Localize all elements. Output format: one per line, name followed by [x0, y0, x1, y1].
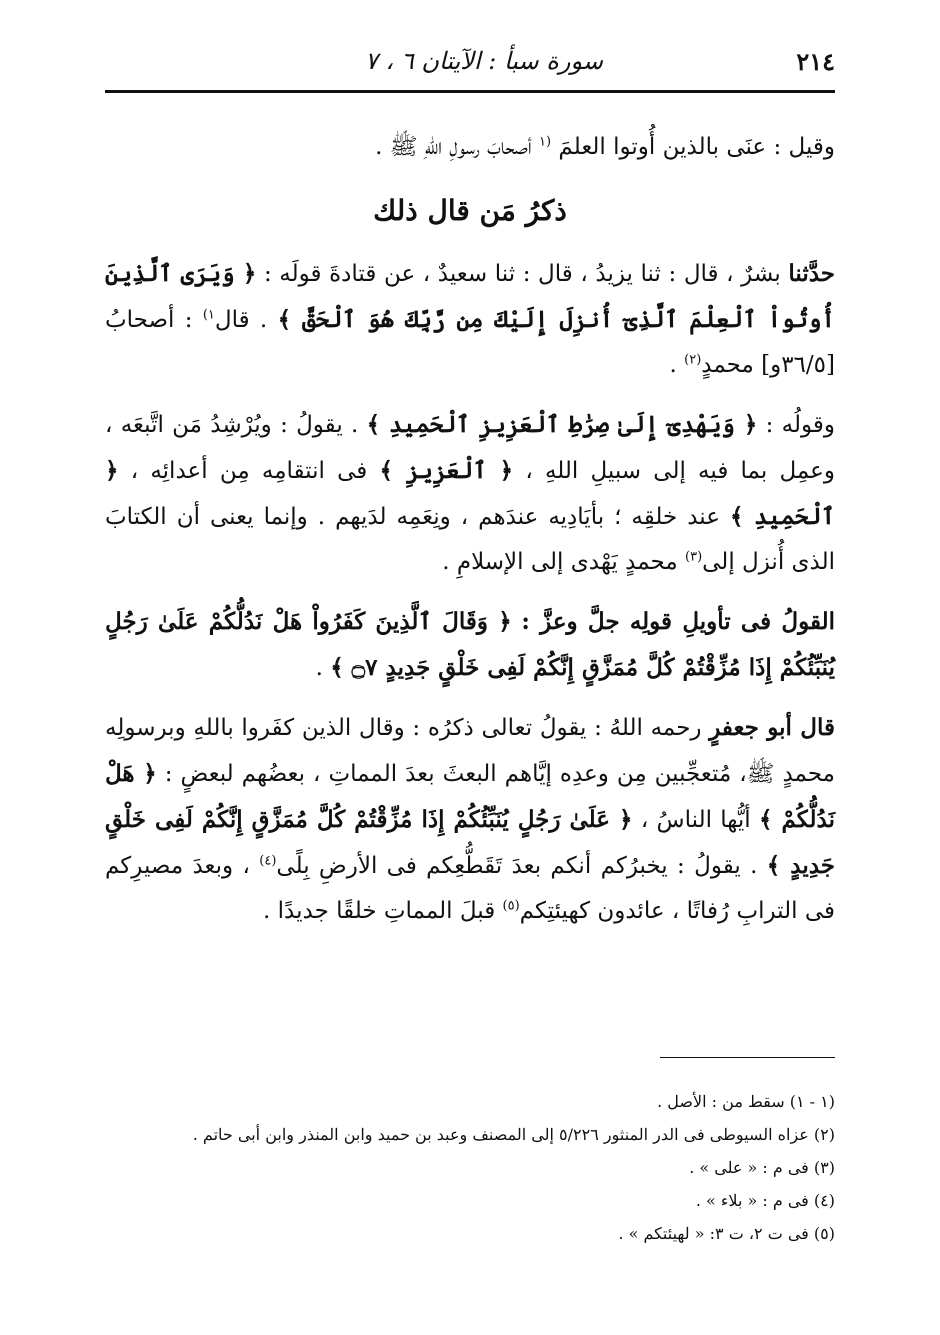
text-run: . يقولُ : يخبرُكم أنكم بعدَ تَقَطُّعِكم فى الأرضِ بِلًى [276, 853, 767, 879]
quran-verse: ﴿ ٱلْحَمِيدِ ﴾ [105, 457, 836, 530]
text-run: رحمه اللهُ : يقولُ تعالى ذكرُه : وقال الذين كفَروا باللهِ وبرسولِه محمدٍ ﷺ، مُتعجِّبين مِن وعدِه إيَّاهم البعثَ بعدَ المماتِ ، بعضُهم لبعضٍ : [105, 715, 835, 787]
text-run: أصحابَ رسولِ اللهِ ﷺ . [375, 134, 540, 160]
footnote-rule [660, 1057, 835, 1058]
text-run: . يقولُ : ويُرْشِدُ مَن اتَّبعَه ، وعمِل بما فيه إلى سبيلِ اللهِ ، [105, 412, 835, 484]
quran-verse: ﴿ هَلْ نَدُلُّكُمْ ﴾ [105, 760, 835, 833]
paragraph [105, 251, 835, 388]
text-run: . [669, 352, 685, 378]
footnotes [105, 1085, 835, 1250]
paragraph [105, 125, 835, 170]
section-heading: ذكرُ مَن قال ذلك [373, 194, 567, 227]
text-run: : أصحابُ [٣٦/٥و] محمدٍ [105, 307, 835, 378]
quran-verse: ﴿ وَقَالَ ٱلَّذِينَ كَفَرُواْ هَلْ نَدُلُّكُمْ عَلَىٰ رَجُلٍ يُنَبِّئُكُمْ إِذَا مُزِّقْتُمْ كُلَّ مُمَزَّقٍ إِنَّكُمْ لَفِى خَلْقٍ جَدِيدٍ ۝٧ ﴾ [105, 608, 835, 681]
lead-phrase: قال أبو جعفرٍ [709, 714, 835, 741]
header-rule [105, 90, 835, 93]
footnote-marker: (٥) [502, 898, 520, 914]
quran-verse: ﴿ وَيَهْدِىٓ إِلَىٰ صِرَٰطِ ٱلْعَزِيزِ ٱلْحَمِيدِ ﴾ [366, 411, 758, 438]
footnote: (٢) عزاه السيوطى فى الدر المنثور ٥/٢٢٦ إلى المصنف وعبد بن حميد وابن المنذر وابن أبى حاتم . [192, 1125, 835, 1144]
paragraph [105, 599, 835, 691]
footnote: (١ - ١) سقط من : الأصل . [657, 1092, 835, 1111]
text-run: بشرٌ ، قال : ثنا يزيدُ ، قال : ثنا سعيدٌ ، عن قتادةَ قولَه : [256, 261, 789, 287]
paragraph-group-1 [105, 125, 835, 170]
text-run: . [315, 655, 331, 681]
paragraph-group-2 [105, 251, 835, 934]
main-text [105, 125, 835, 948]
lead-phrase: حدَّثنا [788, 260, 836, 287]
running-title: سورة سبأ : الآيتان ٦ ، ٧ [365, 47, 603, 75]
text-run: أيُّها الناسُ ، [632, 807, 760, 833]
paragraph [105, 705, 835, 934]
text-run: قبلَ المماتِ خلقًا جديدًا . [263, 898, 503, 924]
footnote: (٣) فى م : « على » . [689, 1158, 835, 1177]
text-run: عند خلقِه ؛ بأيَادِيه عندَهم ، ونِعَمِه لدَيهم . وإنما يعنى أن الكتابَ الذى أُنزل إلى [105, 504, 835, 575]
text-run: وقيل : عنَى بالذين أُوتوا العلمَ [551, 134, 835, 160]
text-run: فى انتقامِه مِن أعدائِه ، [118, 458, 380, 484]
quran-verse: ﴿ ٱلْعَزِيزِ ﴾ [379, 457, 514, 484]
text-run [512, 609, 522, 635]
text-run: وقولُه : [757, 412, 835, 438]
footnote-marker: (٢) [684, 352, 702, 368]
text-run: محمدٍ يَهْدى إلى الإسلامِ . [442, 549, 685, 575]
footnote-marker: (٣) [685, 549, 703, 565]
lead-phrase: القولُ فى تأويلِ قولِه جلَّ وعزَّ : [521, 608, 835, 635]
quran-verse: ﴿ وَيَرَى ٱلَّذِينَ أُوتُواْ ٱلْعِلْمَ ٱلَّذِىٓ أُنزِلَ إِلَيْكَ مِن رَّبِّكَ هُوَ ٱلْحَقَّ ﴾ [105, 260, 835, 333]
footnote-marker: (٤) [259, 853, 277, 869]
footnote-marker: (١ [539, 134, 552, 150]
footnote-marker: ١) [202, 307, 215, 323]
quran-verse: ﴿ عَلَىٰ رَجُلٍ يُنَبِّئُكُمْ إِذَا مُزِّقْتُمْ كُلَّ مُمَزَّقٍ إِنَّكُمْ لَفِى خَلْقٍ جَدِيدٍ ﴾ [105, 806, 836, 879]
footnote: (٥) فى ت ٢، ت ٣: « لهيئتكم » . [618, 1224, 835, 1243]
text-run: ، وبعدَ مصيرِكم فى الترابِ رُفاتًا ، عائدون كهيئتِكم [105, 853, 835, 924]
text-run: . قال [214, 307, 278, 333]
page-header [105, 38, 835, 84]
footnote: (٤) فى م : « بلاء » . [695, 1191, 835, 1210]
paragraph [105, 402, 835, 585]
page-number: ٢١٤ [796, 46, 835, 76]
